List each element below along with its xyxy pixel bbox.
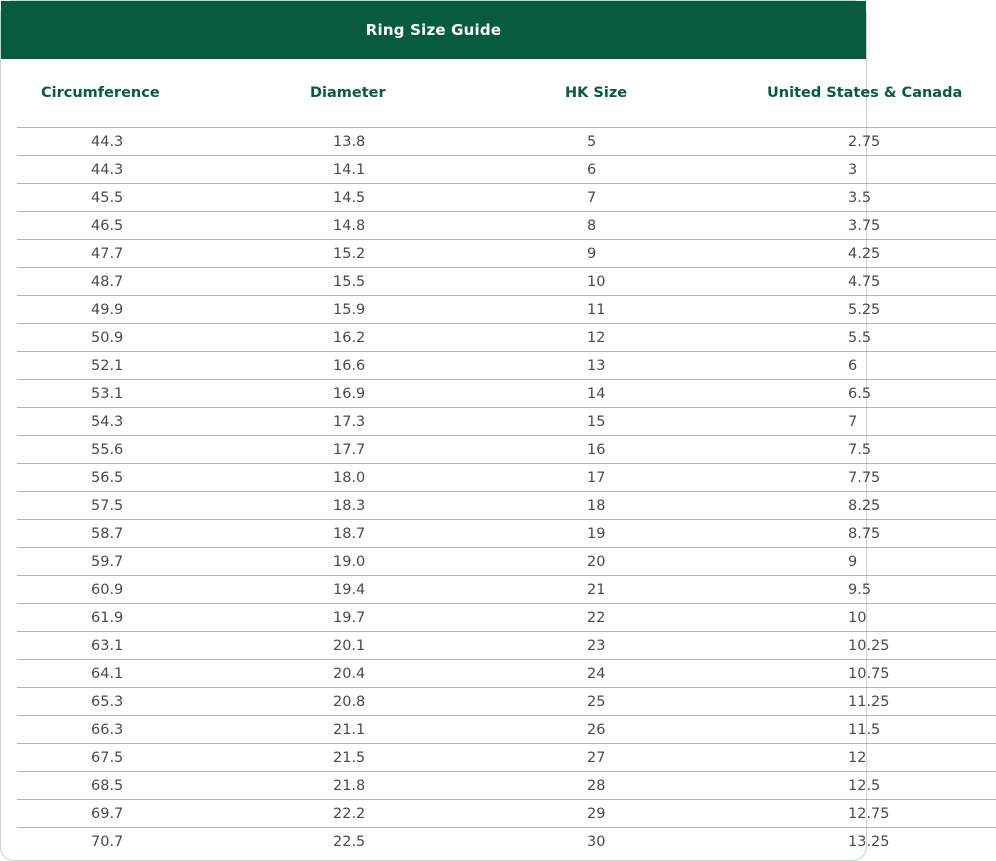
- diameter-cell: 19.4: [241, 576, 520, 604]
- circumference-cell: 56.5: [17, 464, 241, 492]
- table-row: [17, 716, 996, 744]
- table-row: [17, 744, 996, 772]
- table-row: [17, 492, 996, 520]
- us-canada-size-cell: 8.25: [760, 492, 996, 520]
- us-canada-size-cell: 7.5: [760, 436, 996, 464]
- circumference-cell: 44.3: [17, 128, 241, 156]
- table-header-row: [17, 59, 996, 128]
- hk-size-cell: 27: [520, 744, 760, 772]
- hk-size-cell: 28: [520, 772, 760, 800]
- hk-size-cell: 8: [520, 212, 760, 240]
- us-canada-size-cell: 10.25: [760, 632, 996, 660]
- hk-size-cell: 29: [520, 800, 760, 828]
- hk-size-cell: 14: [520, 380, 760, 408]
- guide-title: Ring Size Guide: [365, 21, 502, 39]
- hk-size-cell: 5: [520, 128, 760, 156]
- diameter-cell: 21.5: [241, 744, 520, 772]
- circumference-cell: 65.3: [17, 688, 241, 716]
- us-canada-size-cell: 6.5: [760, 380, 996, 408]
- diameter-cell: 19.7: [241, 604, 520, 632]
- circumference-cell: 64.1: [17, 660, 241, 688]
- us-canada-size-cell: 5.25: [760, 296, 996, 324]
- circumference-cell: 45.5: [17, 184, 241, 212]
- circumference-cell: 55.6: [17, 436, 241, 464]
- table-row: [17, 772, 996, 800]
- diameter-cell: 19.0: [241, 548, 520, 576]
- circumference-cell: 68.5: [17, 772, 241, 800]
- us-canada-size-cell: 9.5: [760, 576, 996, 604]
- diameter-cell: 22.2: [241, 800, 520, 828]
- table-row: [17, 688, 996, 716]
- diameter-cell: 22.5: [333, 833, 366, 850]
- table-row: [17, 408, 996, 436]
- table-row: [17, 240, 996, 268]
- diameter-cell: 21.8: [241, 772, 520, 800]
- us-canada-size-cell: 3.5: [760, 184, 996, 212]
- diameter-cell: 14.8: [241, 212, 520, 240]
- diameter-cell: 15.9: [241, 296, 520, 324]
- us-canada-size-cell: 4.75: [760, 268, 996, 296]
- us-canada-size-cell: 7.75: [760, 464, 996, 492]
- us-canada-size-cell: 5.5: [760, 324, 996, 352]
- diameter-cell: 20.8: [241, 688, 520, 716]
- diameter-cell: 15.5: [241, 268, 520, 296]
- table-row: [17, 156, 996, 184]
- circumference-cell: 54.3: [17, 408, 241, 436]
- us-canada-size-cell: 12.5: [760, 772, 996, 800]
- hk-size-cell: 20: [520, 548, 760, 576]
- table-row: [17, 464, 996, 492]
- table-row: [17, 828, 996, 856]
- table-row: [17, 128, 996, 156]
- hk-size-cell: 6: [520, 156, 760, 184]
- hk-size-cell: 26: [520, 716, 760, 744]
- hk-size-cell: 7: [520, 184, 760, 212]
- ring-size-table: [17, 59, 996, 855]
- circumference-cell: 70.7: [91, 833, 124, 850]
- circumference-cell: 46.5: [17, 212, 241, 240]
- diameter-cell: 13.8: [241, 128, 520, 156]
- table-row: [17, 520, 996, 548]
- diameter-cell: 18.3: [241, 492, 520, 520]
- hk-size-cell: 22: [520, 604, 760, 632]
- hk-size-cell: 24: [520, 660, 760, 688]
- us-canada-size-cell: 13.25: [848, 833, 890, 850]
- column-header-diameter: Diameter: [241, 59, 520, 128]
- hk-size-cell: 10: [520, 268, 760, 296]
- table-row: [17, 268, 996, 296]
- hk-size-cell: 16: [520, 436, 760, 464]
- diameter-cell: 20.1: [241, 632, 520, 660]
- table-row: [17, 296, 996, 324]
- us-canada-size-cell: 12.75: [760, 800, 996, 828]
- hk-size-cell: 19: [520, 520, 760, 548]
- table-row: [17, 324, 996, 352]
- table-row: [17, 436, 996, 464]
- us-canada-size-cell: 9: [760, 548, 996, 576]
- hk-size-cell: 13: [520, 352, 760, 380]
- column-header-hk-size: HK Size: [520, 59, 760, 128]
- us-canada-size-cell: 4.25: [760, 240, 996, 268]
- us-canada-size-cell: 6: [760, 352, 996, 380]
- circumference-cell: 67.5: [17, 744, 241, 772]
- diameter-cell: 18.0: [241, 464, 520, 492]
- hk-size-cell: 11: [520, 296, 760, 324]
- hk-size-cell: 21: [520, 576, 760, 604]
- us-canada-size-cell: 7: [760, 408, 996, 436]
- us-canada-size-cell: 10.75: [760, 660, 996, 688]
- table-row: [17, 548, 996, 576]
- circumference-cell: 57.5: [17, 492, 241, 520]
- table-row: [17, 212, 996, 240]
- circumference-cell: 48.7: [17, 268, 241, 296]
- table-head: [17, 59, 996, 128]
- table-body: [17, 128, 996, 856]
- circumference-cell: 61.9: [17, 604, 241, 632]
- table-row: [17, 660, 996, 688]
- circumference-cell: 63.1: [17, 632, 241, 660]
- us-canada-size-cell: 12: [760, 744, 996, 772]
- table-row: [17, 800, 996, 828]
- hk-size-cell: 30: [587, 833, 606, 850]
- circumference-cell: 69.7: [17, 800, 241, 828]
- circumference-cell: 47.7: [17, 240, 241, 268]
- hk-size-cell: 25: [520, 688, 760, 716]
- circumference-cell: 59.7: [17, 548, 241, 576]
- column-header-us-canada: United States & Canada: [760, 59, 996, 128]
- circumference-cell: 66.3: [17, 716, 241, 744]
- diameter-cell: 20.4: [241, 660, 520, 688]
- us-canada-size-cell: 3: [760, 156, 996, 184]
- diameter-cell: 14.1: [241, 156, 520, 184]
- circumference-cell: 44.3: [17, 156, 241, 184]
- us-canada-size-cell: 10: [760, 604, 996, 632]
- table-row: [17, 576, 996, 604]
- diameter-cell: 16.9: [241, 380, 520, 408]
- table-row: [17, 184, 996, 212]
- hk-size-cell: 9: [520, 240, 760, 268]
- table-row: [17, 632, 996, 660]
- column-header-circumference: Circumference: [17, 59, 241, 128]
- circumference-cell: 53.1: [17, 380, 241, 408]
- guide-header: [1, 1, 866, 59]
- diameter-cell: 17.3: [241, 408, 520, 436]
- us-canada-size-cell: 8.75: [760, 520, 996, 548]
- circumference-cell: 52.1: [17, 352, 241, 380]
- diameter-cell: 21.1: [241, 716, 520, 744]
- table-row: [17, 380, 996, 408]
- circumference-cell: 58.7: [17, 520, 241, 548]
- hk-size-cell: 18: [520, 492, 760, 520]
- us-canada-size-cell: 2.75: [760, 128, 996, 156]
- hk-size-cell: 15: [520, 408, 760, 436]
- table-row: [17, 604, 996, 632]
- us-canada-size-cell: 3.75: [760, 212, 996, 240]
- circumference-cell: 49.9: [17, 296, 241, 324]
- hk-size-cell: 17: [520, 464, 760, 492]
- circumference-cell: 60.9: [17, 576, 241, 604]
- hk-size-cell: 23: [520, 632, 760, 660]
- diameter-cell: 14.5: [241, 184, 520, 212]
- hk-size-cell: 12: [520, 324, 760, 352]
- us-canada-size-cell: 11.25: [760, 688, 996, 716]
- diameter-cell: 17.7: [241, 436, 520, 464]
- diameter-cell: 16.6: [241, 352, 520, 380]
- diameter-cell: 18.7: [241, 520, 520, 548]
- us-canada-size-cell: 11.5: [760, 716, 996, 744]
- circumference-cell: 50.9: [17, 324, 241, 352]
- table-row: [17, 352, 996, 380]
- diameter-cell: 15.2: [241, 240, 520, 268]
- diameter-cell: 16.2: [241, 324, 520, 352]
